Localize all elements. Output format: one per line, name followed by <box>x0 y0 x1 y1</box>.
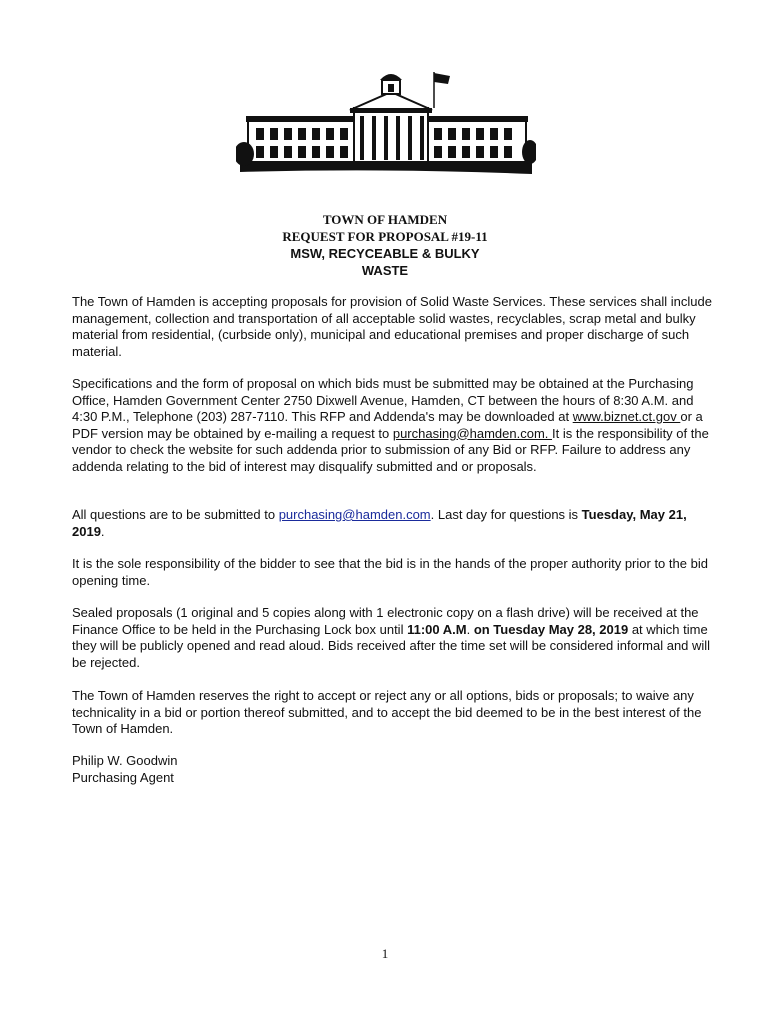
questions-deadline: Tuesday, May 21, 2019 <box>72 507 687 539</box>
doc-heading-subject: MSW, RECYCEABLE & BULKY <box>290 246 480 261</box>
specs-text-b: or a PDF version may be obtained by e-mailing a request to <box>72 409 703 441</box>
specs-text-a: Specifications and the form of proposal on which bids must be submitted may be obtained at the Purchasing Office, Hamden Government Center 2750 Dixwell Avenue, Hamden, CT between the hours of 8:30 A.M. and 4:30 P.M., Telephone (203) 287-7110. This RFP and Addenda's may be downloaded at <box>72 376 694 424</box>
questions-text-a: All questions are to be submitted to <box>72 507 279 522</box>
reservation-text: The Town of Hamden reserves the right to accept or reject any or all options, bids or proposals; to waive any technicality in a bid or portion thereof submitted, and to accept the bid deemed to be in the best interest of the Town of Hamden. <box>72 688 702 736</box>
biznet-link[interactable]: www.biznet.ct.gov <box>572 409 681 424</box>
paragraph-specifications <box>72 376 712 475</box>
doc-heading-rfp: REQUEST FOR PROPOSAL #19-11 <box>282 229 488 244</box>
questions-text-b: . Last day for questions is <box>430 507 582 522</box>
paragraph-intro <box>72 294 712 360</box>
signature-name: Philip W. Goodwin <box>72 753 178 768</box>
signature-block <box>72 753 712 786</box>
paragraph-responsibility <box>72 556 712 589</box>
questions-email-link[interactable]: purchasing@hamden.com <box>278 507 431 522</box>
sealed-text-a: Sealed proposals (1 original and 5 copies along with 1 electronic copy on a flash drive) will be received at the Finance Office to be held in the Purchasing Lock box until <box>72 605 699 637</box>
questions-text-c: . <box>100 523 105 539</box>
paragraph-questions <box>72 507 712 540</box>
intro-text: The Town of Hamden is accepting proposals for provision of Solid Waste Services. These services shall include management, collection and transportation of all acceptable solid wastes, recyclables, scrap metal and bulky material from residential, (curbside only), municipal and educational premises and proper discharge of such material. <box>72 294 712 359</box>
sealed-text-b: . <box>466 621 474 637</box>
doc-heading-subject-cont: WASTE <box>361 263 409 278</box>
paragraph-sealed-proposals <box>72 605 712 671</box>
doc-heading-town: TOWN OF HAMDEN <box>322 212 448 227</box>
town-hall-illustration <box>236 68 536 176</box>
sealed-text-c: at which time they will be publicly opened and read aloud. Bids received after the time set will be considered informal and will be rejected. <box>72 621 711 670</box>
opening-date: on Tuesday May 28, 2019 <box>473 621 629 637</box>
signature-title: Purchasing Agent <box>72 769 174 785</box>
specs-text-c: It is the responsibility of the vendor to check the website for such addenda prior to submission of any Bid or RFP. Failure to address any addenda relating to the bid of interest may disqualify submitted and or proposals. <box>72 425 709 474</box>
responsibility-text: It is the sole responsibility of the bidder to see that the bid is in the hands of the proper authority prior to the bid opening time. <box>72 556 708 588</box>
purchasing-email-link[interactable]: purchasing@hamden.com. <box>392 425 553 441</box>
page-number: 1 <box>381 946 389 961</box>
paragraph-reservation <box>72 688 712 738</box>
opening-time: 11:00 A.M <box>407 621 467 637</box>
